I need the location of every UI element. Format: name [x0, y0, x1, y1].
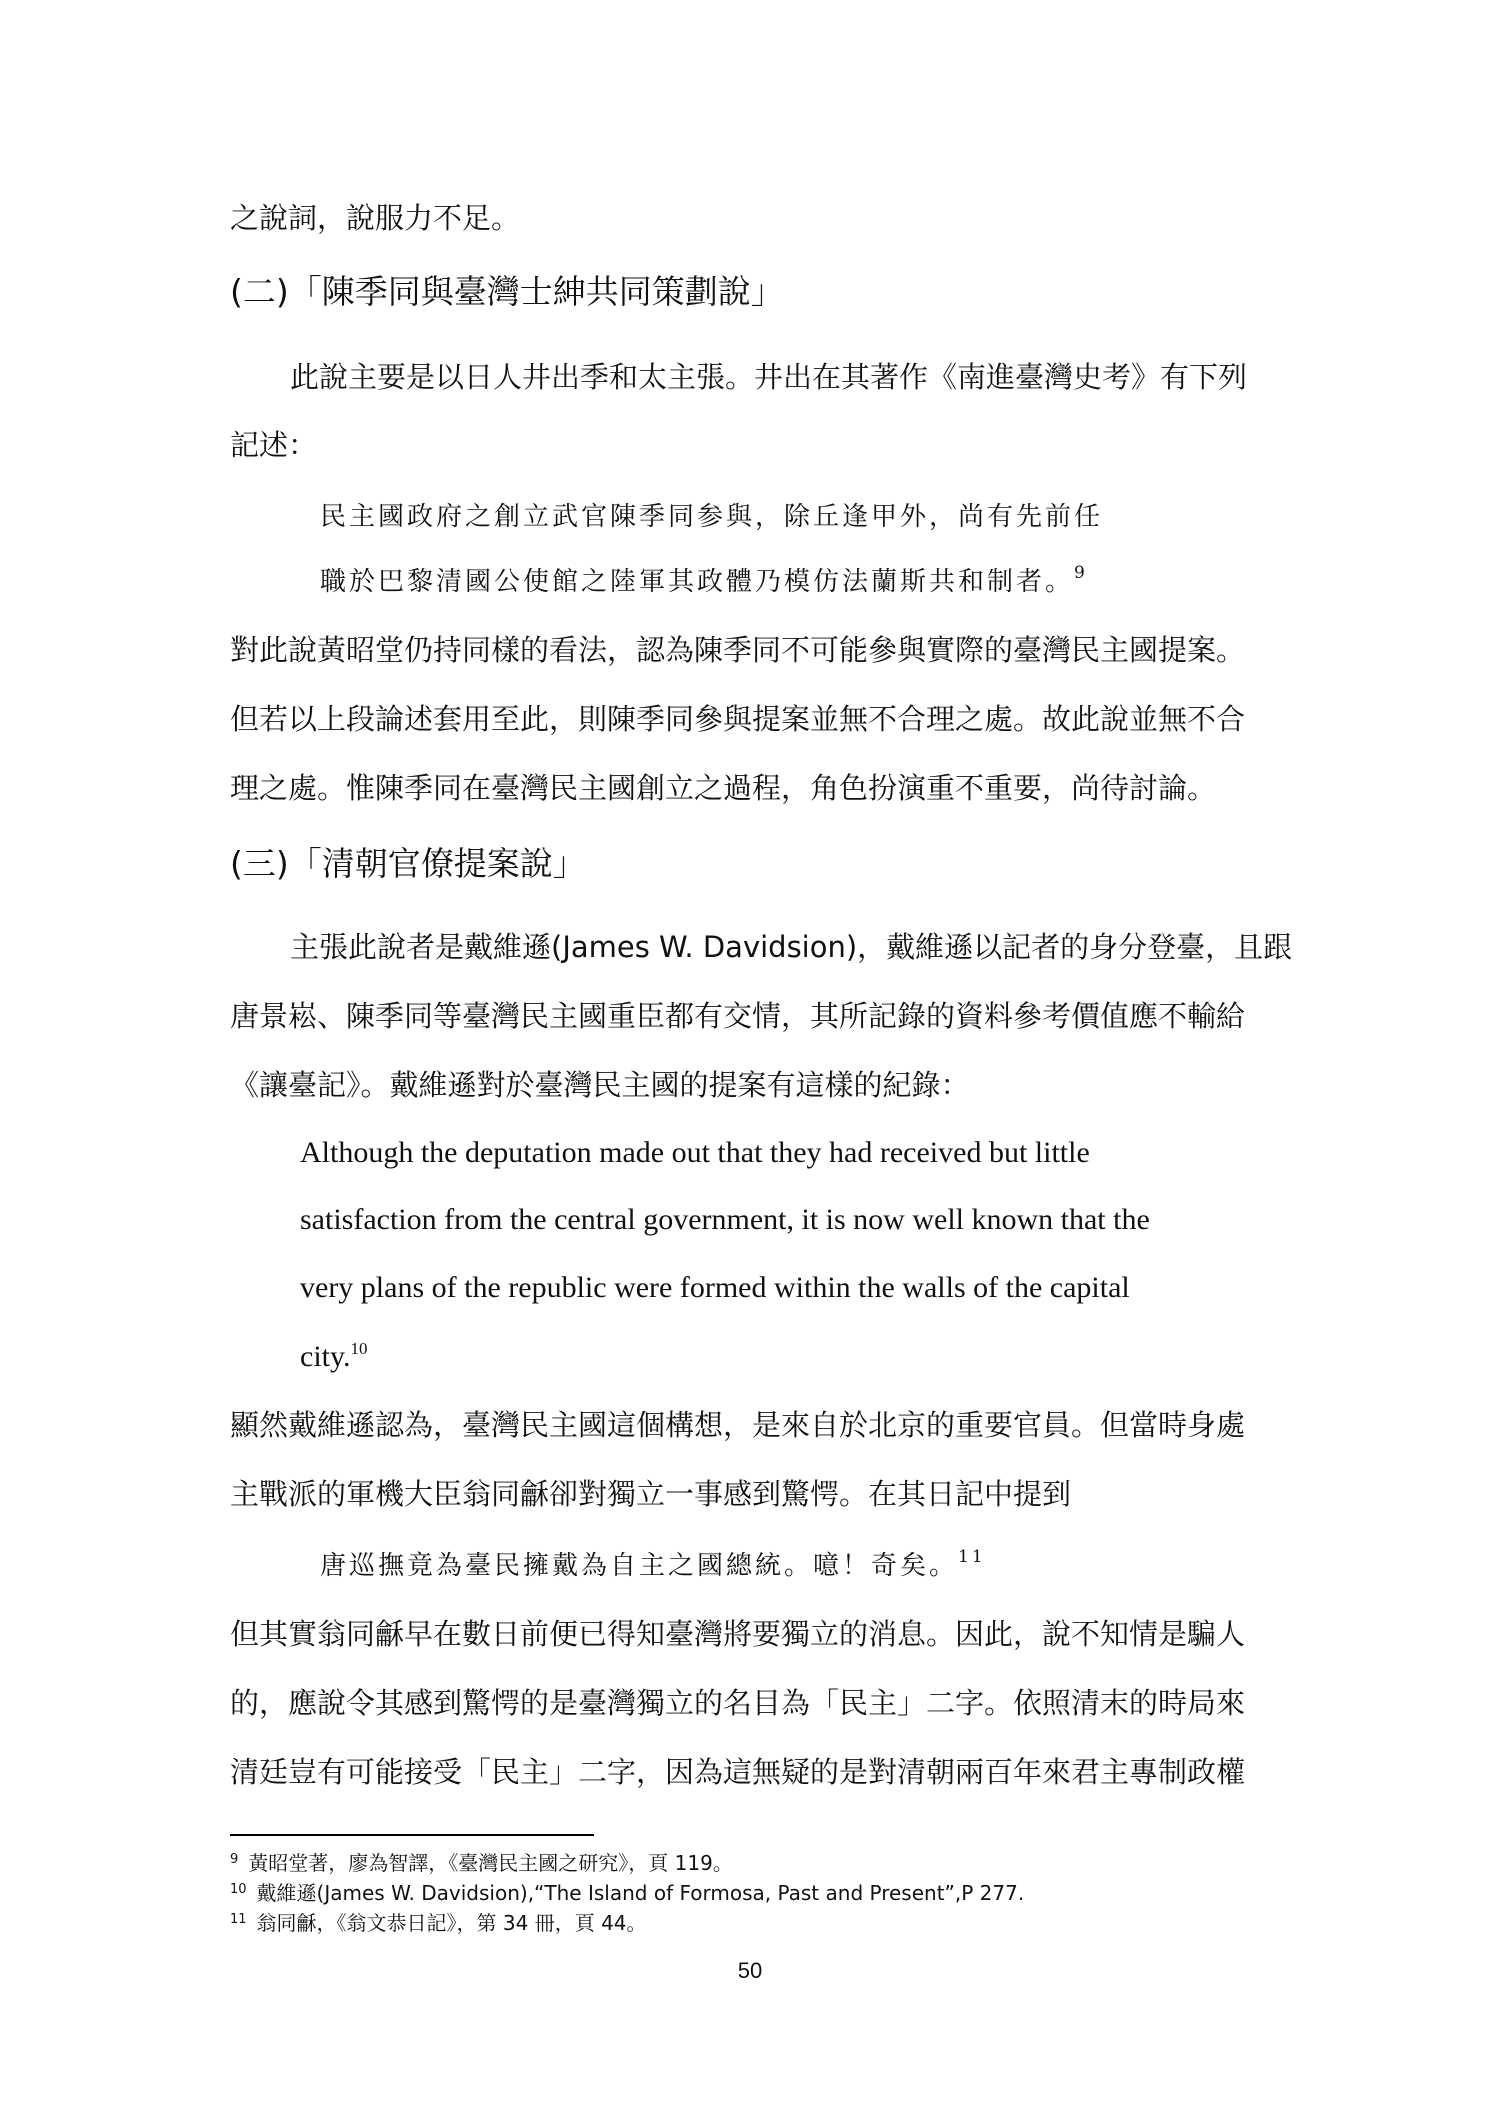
body-line: 清廷豈有可能接受「民主」二字，因為這無疑的是對清朝兩百年來君主專制政權	[230, 1755, 1246, 1789]
block-quote-line	[320, 1546, 986, 1586]
body-line: 對此說黃昭堂仍持同樣的看法，認為陳季同不可能參與實際的臺灣民主國提案。	[230, 633, 1246, 667]
block-quote-line: satisfaction from the central government, it is now well known that the	[300, 1203, 1150, 1236]
body-line: 但其實翁同龢早在數日前便已得知臺灣將要獨立的消息。因此，說不知情是騙人	[230, 1617, 1246, 1651]
footnote	[230, 1910, 647, 1936]
footnote-number: 9	[230, 1852, 239, 1867]
footnote-number: 10	[230, 1882, 247, 1897]
footnote-text: 翁同龢，《翁文恭日記》，第 34 冊，頁 44。	[256, 1911, 647, 1935]
footnote-separator	[230, 1834, 594, 1836]
footnote-text: 戴維遜(James W. Davidsion),“The Island of Formosa, Past and Present”,P 277.	[256, 1881, 1025, 1905]
page-number: 50	[737, 1958, 763, 1983]
block-quote-line: 民主國政府之創立武官陳季同参與，除丘逢甲外，尚有先前任	[320, 502, 1104, 532]
footnote	[230, 1880, 1024, 1906]
footnote-text: 黃昭堂著，廖為智譯，《臺灣民主國之研究》，頁 119。	[248, 1851, 733, 1875]
body-line: 《讓臺記》。戴維遜對於臺灣民主國的提案有這樣的紀錄：	[230, 1068, 970, 1102]
quote-text: 唐巡撫竟為臺民擁戴為自主之國總統。噫！奇矣。	[320, 1551, 959, 1581]
footnote	[230, 1850, 733, 1876]
body-line: 但若以上段論述套用至此，則陳季同參與提案並無不合理之處。故此說並無不合	[230, 702, 1246, 736]
block-quote-line	[320, 562, 1088, 602]
quote-text: city.	[300, 1340, 351, 1373]
footnote-ref: 9	[1074, 563, 1088, 583]
body-line: 記述：	[230, 428, 318, 462]
section-heading: (二)「陳季同與臺灣士紳共同策劃說」	[230, 272, 784, 311]
body-line: 顯然戴維遜認為，臺灣民主國這個構想，是來自於北京的重要官員。但當時身處	[230, 1408, 1246, 1442]
footnote-ref: 10	[350, 1339, 368, 1358]
section-heading: (三)「清朝官僚提案說」	[230, 844, 586, 883]
body-line: 主戰派的軍機大臣翁同龢卻對獨立一事感到驚愕。在其日記中提到	[230, 1477, 1072, 1511]
body-line: 理之處。惟陳季同在臺灣民主國創立之過程，角色扮演重不重要，尚待討論。	[230, 771, 1217, 805]
body-line: 主張此說者是戴維遜(James W. Davidsion)，戴維遜以記者的身分登臺，且跟	[290, 930, 1293, 964]
block-quote-line: Although the deputation made out that they had received but little	[300, 1136, 1090, 1169]
body-line: 之說詞，說服力不足。	[230, 201, 521, 235]
footnote-ref: 11	[958, 1547, 986, 1567]
body-line: 此說主要是以日人井出季和太主張。井出在其著作《南進臺灣史考》有下列	[290, 360, 1248, 394]
quote-text: 職於巴黎清國公使館之陸軍其政體乃模仿法蘭斯共和制者。	[320, 567, 1075, 597]
block-quote-line: very plans of the republic were formed within the walls of the capital	[300, 1271, 1130, 1304]
body-line: 唐景崧、陳季同等臺灣民主國重臣都有交情，其所記錄的資料參考價值應不輸給	[230, 999, 1246, 1033]
footnote-number: 11	[230, 1912, 247, 1927]
body-line: 的，應說令其感到驚愕的是臺灣獨立的名目為「民主」二字。依照清末的時局來	[230, 1686, 1246, 1720]
block-quote-line	[300, 1337, 368, 1377]
